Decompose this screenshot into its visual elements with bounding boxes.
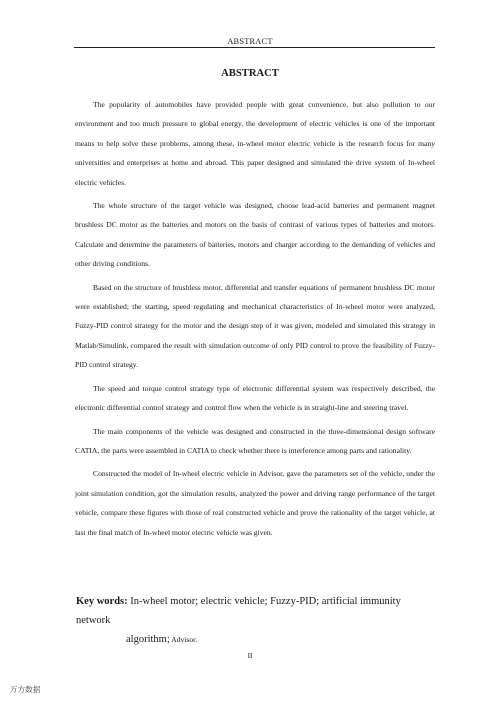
abstract-paragraph: The popularity of automobiles have provided people with great convenience, but also pollution to our environment and too much pressure to global energy, the development of electric vehicles is one of the important means to help solve these problems, among these, in-wheel motor electric vehicle is the research focus for many universities and enterprises at home and abroad. This paper designed and simulated the drive system of In-wheel electric vehicles. <box>75 100 435 187</box>
abstract-paragraph: Constructed the model of In-wheel electric vehicle in Advisor, gave the parameters set of the vehicle, under the joint simulation condition, got the simulation results, analyzed the power and driving range performance of the target vehicle, compare these figures with those of real constructed vehicle and prove the rationality of the target vehicle, at last the final match of In-wheel motor electric vehicle was given. <box>75 469 435 537</box>
keywords-line-2: algorithm; <box>126 634 170 645</box>
keywords <box>76 592 436 649</box>
running-header: ABSTRACT <box>227 37 273 46</box>
abstract-paragraph: The main components of the vehicle was designed and constructed in the three-dimensional design software CATIA, the parts were assembled in CATIA to check whether there is interference among parts and rationality. <box>75 426 435 455</box>
abstract-paragraph: The speed and torque control strategy type of electronic differential system was respectively described, the electronic differential control strategy and control flow when the vehicle is in straight-line and steering travel. <box>75 383 435 413</box>
abstract-paragraph: Based on the structure of brushless motor, differential and transfer equations of permanent brushless DC motor were established; the starting, speed regulating and mechanical characteristics of In-wheel motor were analyzed, Fuzzy-PID control strategy for the motor and the design step of it was given, modeled and simulated this strategy in Matlab/Simulink, compared the result with simulation outcome of only PID control to prove the feasibility of Fuzzy-PID control strategy. <box>75 282 435 370</box>
abstract-body <box>75 95 435 546</box>
keywords-line-2-small: Advisor. <box>169 635 198 644</box>
abstract-paragraph: The whole structure of the target vehicle was designed, choose lead-acid batteries and permanent magnet brushless DC motor as the batteries and motors on the basis of contrast of various types of batteries and motors. Calculate and determine the parameters of batteries, motors and charger according to the demanding of vehicles and other driving conditions. <box>75 201 435 269</box>
keywords-line-2-wrap <box>76 630 436 649</box>
abstract-title: ABSTRACT <box>221 68 279 79</box>
keywords-line-1: In-wheel motor; electric vehicle; Fuzzy-PID; artificial immunity network <box>76 596 401 626</box>
page-number: II <box>247 652 253 660</box>
header-rule <box>74 47 435 48</box>
watermark: 万方数据 <box>10 685 41 694</box>
keywords-label: Key words: <box>76 596 128 607</box>
